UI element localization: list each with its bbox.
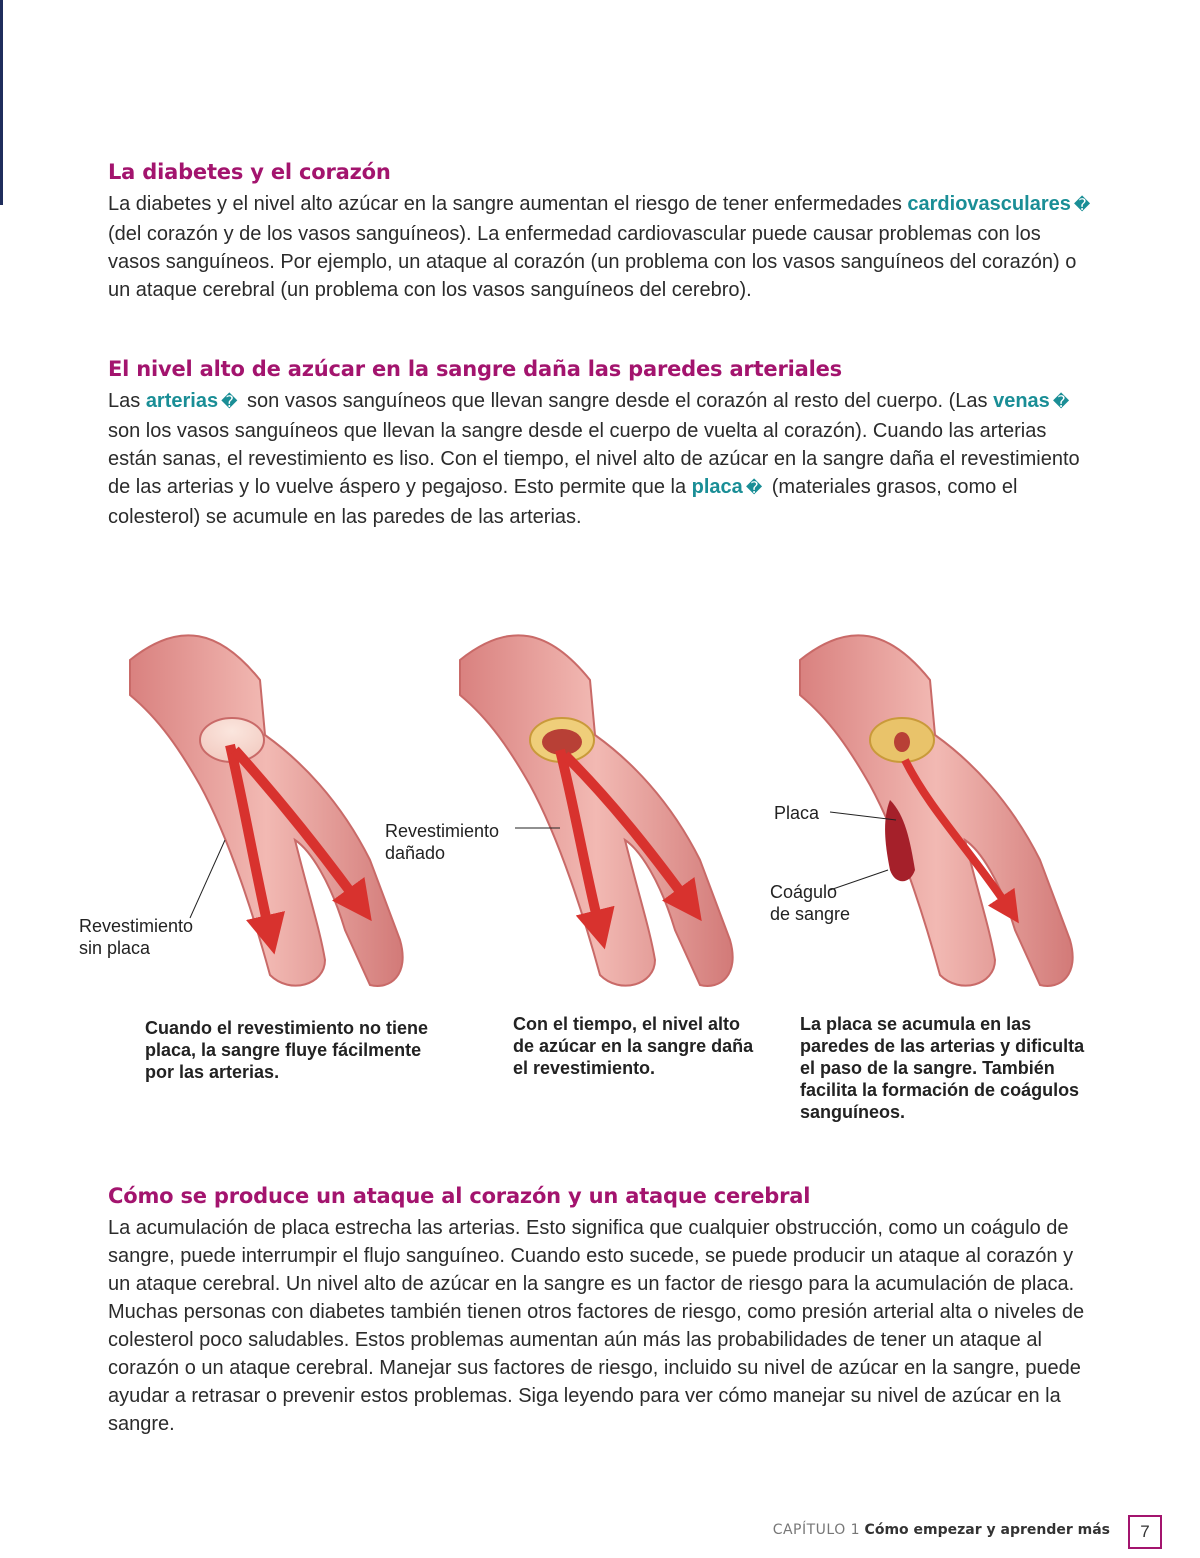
artery-damaged [460,635,733,986]
section-heading: Cómo se produce un ataque al corazón y un ataque cerebral [108,1184,811,1208]
glossary-icon[interactable]: � [1052,394,1070,411]
section-heading: La diabetes y el corazón [108,160,391,184]
section-body [108,190,1098,304]
label-lining-no-plaque: Revestimiento sin placa [79,916,194,958]
footer-chapter: CAPÍTULO 1 [772,1522,861,1538]
section-heart-attack-stroke [108,1184,1098,1438]
glossary-icon[interactable]: � [221,394,238,411]
label-blood-clot: Coágulo de sangre [770,882,851,924]
section-body: La acumulación de placa estrecha las arterias. Esto significa que cualquier obstrucción, como un coágulo de sangre, puede interrumpir el flujo sanguíneo. Cuando esto sucede, se puede producir un ataque al corazón y un ataque cerebral. Un nivel alto de azúcar en la sangre es un factor de riesgo para la acumulación de placa. Muchas personas con diabetes también tienen otros factores de riesgo, como presión arterial alta o niveles de colesterol poco saludables. Estos problemas aumentan aún más las probabilidades de tener un ataque al corazón o un ataque cerebral. Manejar sus factores de riesgo, incluido su nivel de azúcar en la sangre, puede ayudar a retrasar o prevenir estos problemas. Siga leyendo para ver cómo manejar su nivel de azúcar en la sangre. [108,1217,1085,1435]
body-text: (del corazón y de los vasos sanguíneos). La enfermedad cardiovascular puede causar problemas con los vasos sanguíneos. Por ejemplo, un ataque al corazón (un problema con los vasos sanguíneos del corazón) o un ataque cerebral (un problema con los vasos sanguíneos del cerebro). [108,223,1077,301]
glossary-icon[interactable]: � [745,480,763,497]
page-footer [773,1522,1110,1538]
glossary-term-venas[interactable]: venas [993,390,1050,412]
section-diabetes-heart [108,160,1098,304]
page-number: 7 [1128,1515,1162,1549]
label-damaged-lining: Revestimiento dañado [385,821,500,863]
narrowed-lumen [894,732,910,752]
section-heading: El nivel alto de azúcar en la sangre daña las paredes arteriales [108,357,842,381]
section-arterial-walls [108,357,1098,531]
vessel-wall [460,635,733,986]
leader-line [190,840,225,918]
glossary-term-cardiovasculares[interactable]: cardiovasculares [907,193,1071,215]
label-plaque: Placa [774,803,820,823]
artery-illustration [70,600,1130,1130]
caption-plaque: La placa se acumula en las paredes de las arterias y dificulta el paso de la sangre. También facilita la formación de coágulos sanguíneos. [800,1014,1085,1122]
artery-plaque [800,635,1073,986]
glossary-term-arterias[interactable]: arterias [145,390,219,412]
body-text: Las [108,390,146,412]
body-text: son vasos sanguíneos que llevan sangre desde el corazón al resto del cuerpo. (Las [241,390,994,412]
glossary-icon[interactable]: � [1073,197,1091,214]
caption-damaged: Con el tiempo, el nivel alto de azúcar en la sangre daña el revestimiento. [513,1014,754,1078]
section-body [108,387,1098,531]
caption-healthy: Cuando el revestimiento no tiene placa, la sangre fluye fácilmente por las arterias. [145,1018,429,1082]
body-text: (materiales grasos, como el colesterol) se acumule en las paredes de las arterias. [108,476,1018,528]
glossary-term-placa[interactable]: placa [691,476,743,498]
page-edge-bar [0,0,3,205]
footer-chapter-title: Cómo empezar y aprender más [864,1522,1110,1538]
body-text: La diabetes y el nivel alto azúcar en la sangre aumentan el riesgo de tener enfermedades [108,193,908,215]
body-text: son los vasos sanguíneos que llevan la sangre desde el cuerpo de vuelta al corazón). Cuando las arterias están sanas, el revestimiento es liso. Con el tiempo, el nivel alto de azúcar en la sangre daña el revestimiento de las arterias y lo vuelve áspero y pegajoso. Esto permite que la [108,420,1080,498]
